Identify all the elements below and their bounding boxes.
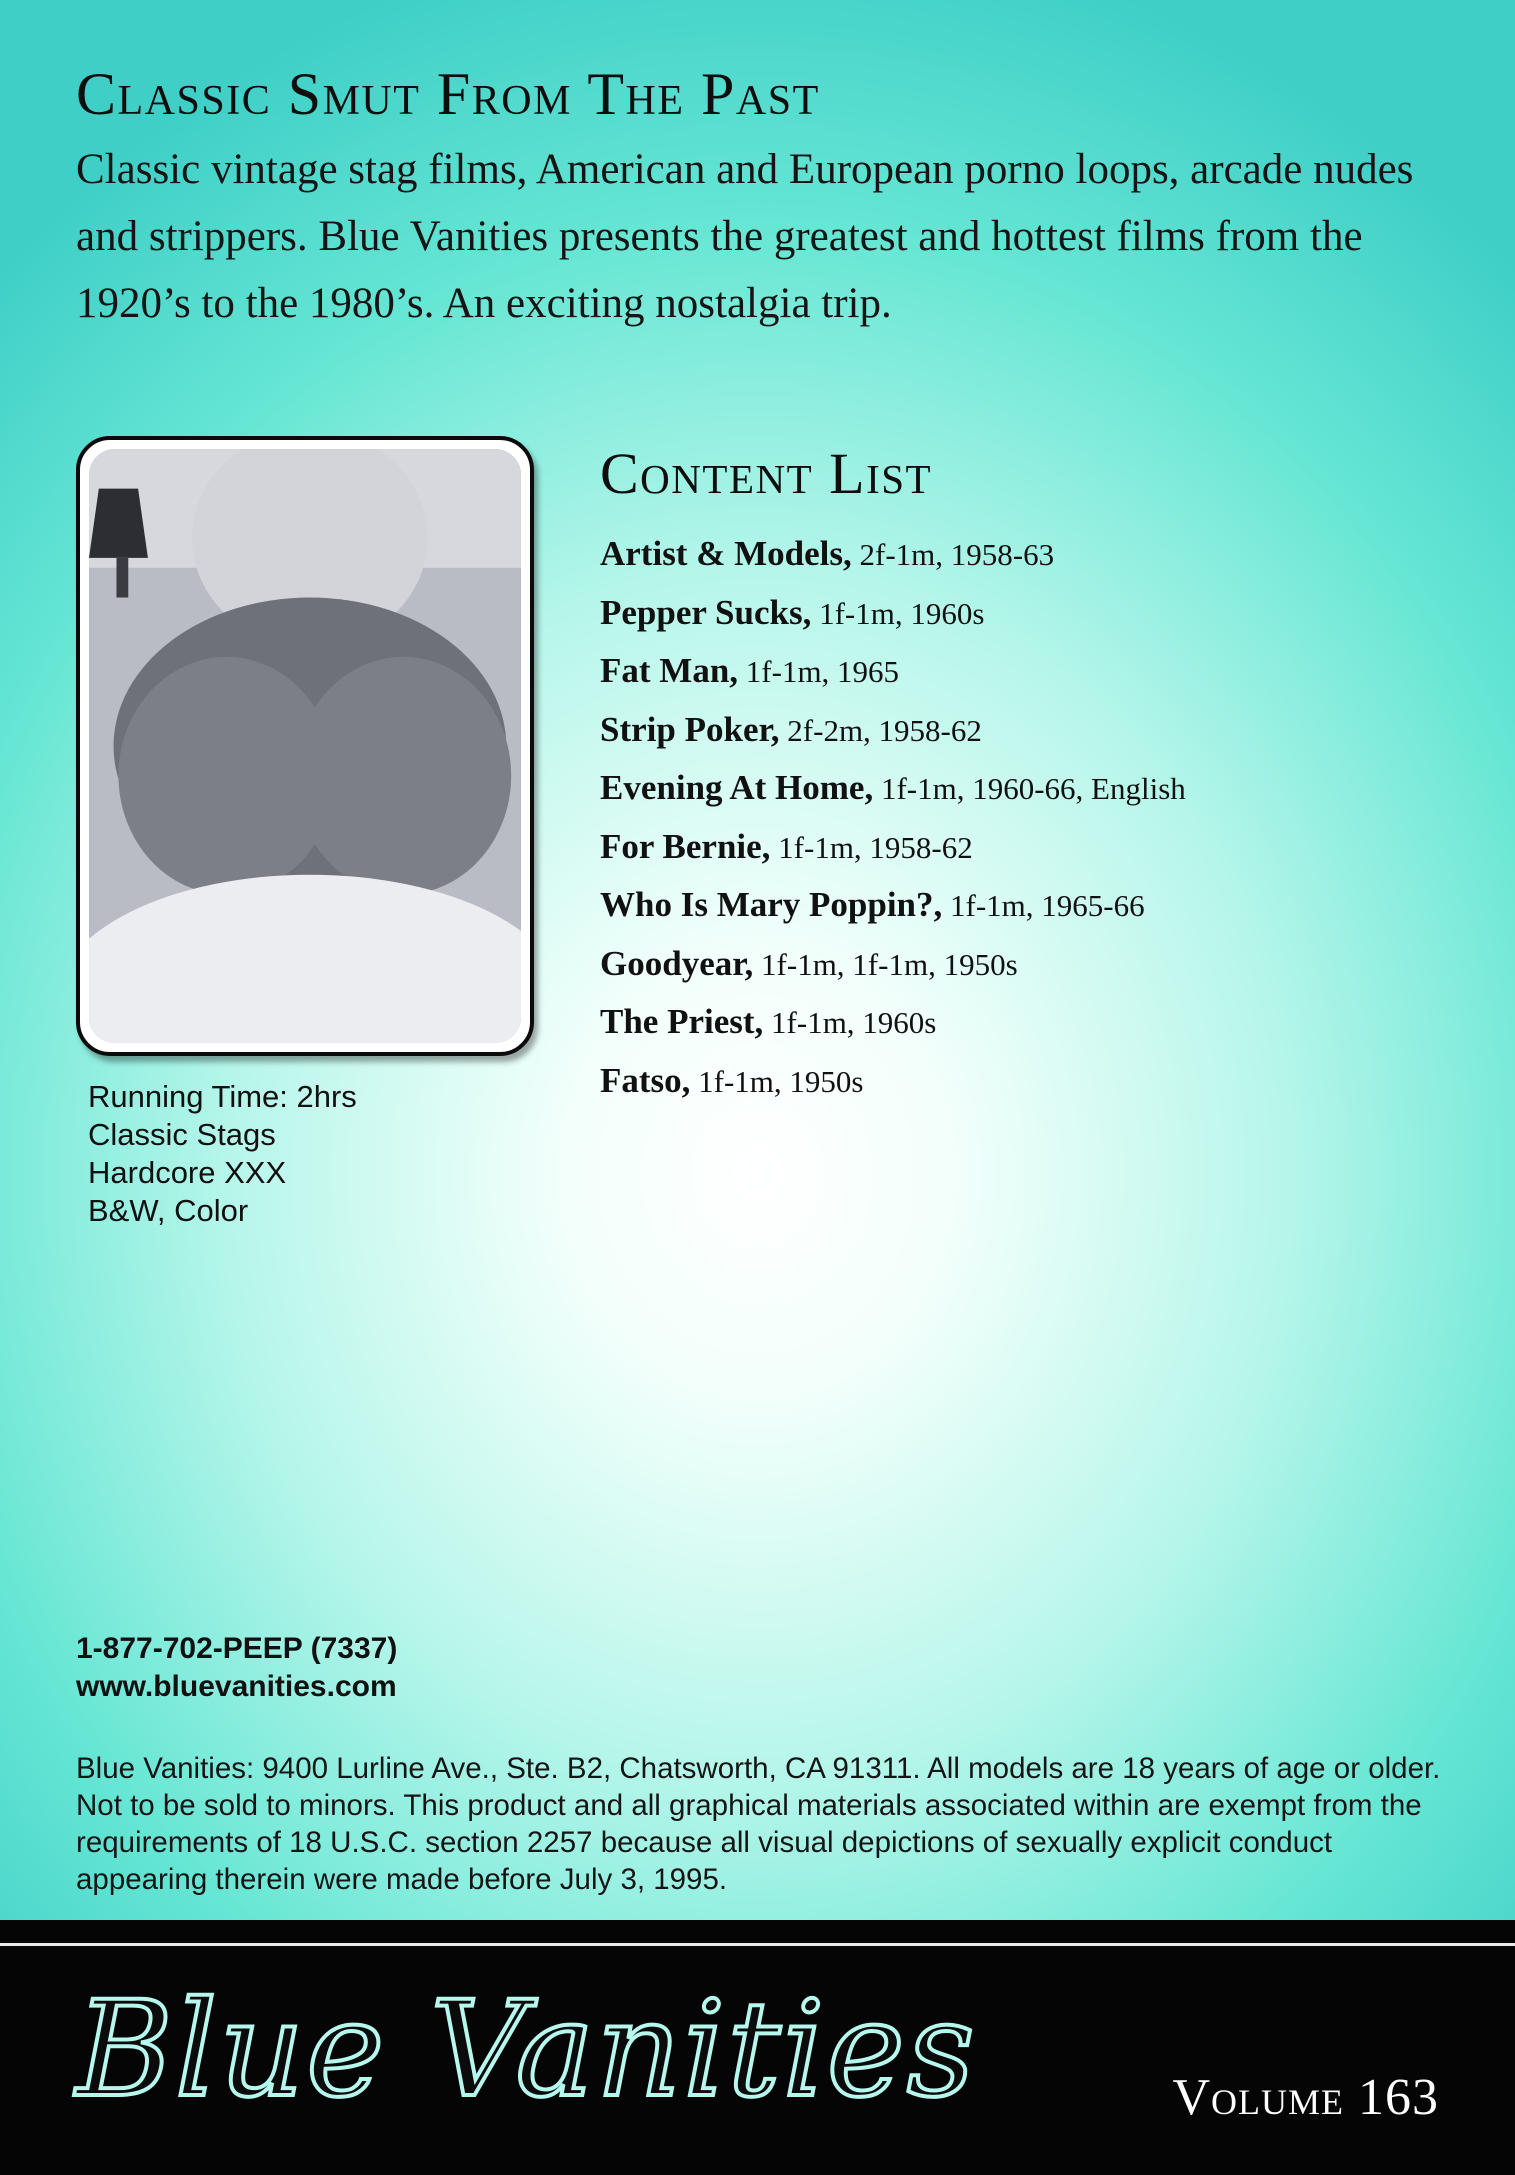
film-details: 1f-1m, 1965-66 — [942, 888, 1145, 923]
film-title: Pepper Sucks, — [600, 592, 812, 632]
genre: Classic Stags — [88, 1117, 276, 1152]
film-details: 1f-1m, 1950s — [690, 1063, 864, 1099]
film-title: Fatso, — [600, 1060, 691, 1100]
rating: Hardcore XXX — [88, 1155, 287, 1190]
list-item — [600, 589, 1186, 648]
film-details: 1f-1m, 1f-1m, 1950s — [753, 946, 1018, 982]
volume-label: Volume 163 — [1172, 2069, 1439, 2126]
film-title: Artist & Models, — [600, 534, 852, 573]
film-details: 2f-2m, 1958-62 — [779, 712, 982, 748]
list-item — [600, 530, 1186, 589]
photo-placeholder-shapes — [89, 449, 521, 1043]
brand-logo: Blue Vanities — [76, 1973, 977, 2127]
intro-description: Classic vintage stag films, American and European porno loops, arcade nudes and strippers. Blue Vanities presents the greatest and hottest films from the 1920’s to the 1980’s. An exciting nostalgia trip. — [76, 146, 1414, 327]
content-list-title: Content List — [600, 441, 933, 506]
list-item — [600, 881, 1186, 940]
list-item — [600, 647, 1186, 706]
list-item — [600, 998, 1186, 1057]
film-title: Strip Poker, — [600, 709, 780, 749]
list-item — [600, 1057, 1186, 1116]
film-details: 1f-1m, 1960s — [763, 1005, 937, 1040]
page-title: Classic Smut From The Past — [76, 61, 820, 127]
contact-info — [76, 1630, 397, 1706]
film-title: For Bernie, — [600, 826, 771, 866]
cover-photo — [89, 449, 521, 1043]
film-title: Who Is Mary Poppin?, — [600, 885, 943, 924]
footer-banner — [0, 1920, 1515, 2175]
website-url: www.bluevanities.com — [76, 1670, 397, 1703]
footer-divider — [0, 1943, 1515, 1946]
phone-number: 1-877-702-PEEP (7337) — [76, 1632, 398, 1665]
film-details: 1f-1m, 1958-62 — [770, 829, 973, 865]
format: B&W, Color — [88, 1193, 249, 1228]
product-info — [88, 1078, 357, 1230]
content-list — [600, 530, 1186, 1115]
film-title: Evening At Home, — [600, 768, 874, 807]
film-details: 1f-1m, 1965 — [738, 654, 900, 689]
cover-photo-frame — [76, 436, 534, 1056]
list-item — [600, 823, 1186, 882]
film-details: 2f-1m, 1958-63 — [851, 537, 1055, 572]
list-item — [600, 940, 1186, 999]
film-title: Goodyear, — [600, 943, 754, 983]
film-details: 1f-1m, 1960s — [811, 595, 985, 631]
list-item — [600, 764, 1186, 823]
film-details: 1f-1m, 1960-66, English — [873, 771, 1186, 806]
running-time: Running Time: 2hrs — [88, 1079, 357, 1114]
list-item — [600, 706, 1186, 765]
film-title: Fat Man, — [600, 651, 739, 690]
legal-notice: Blue Vanities: 9400 Lurline Ave., Ste. B2, Chatsworth, CA 91311. All models are 18 years of age or older. Not to be sold to minors. This product and all graphical materials associated within are exempt from the requirements of 18 U.S.C. section 2257 because all visual depictions of sexually explicit conduct appearing therein were made before July 3, 1995. — [76, 1752, 1441, 1896]
film-title: The Priest, — [600, 1002, 764, 1041]
